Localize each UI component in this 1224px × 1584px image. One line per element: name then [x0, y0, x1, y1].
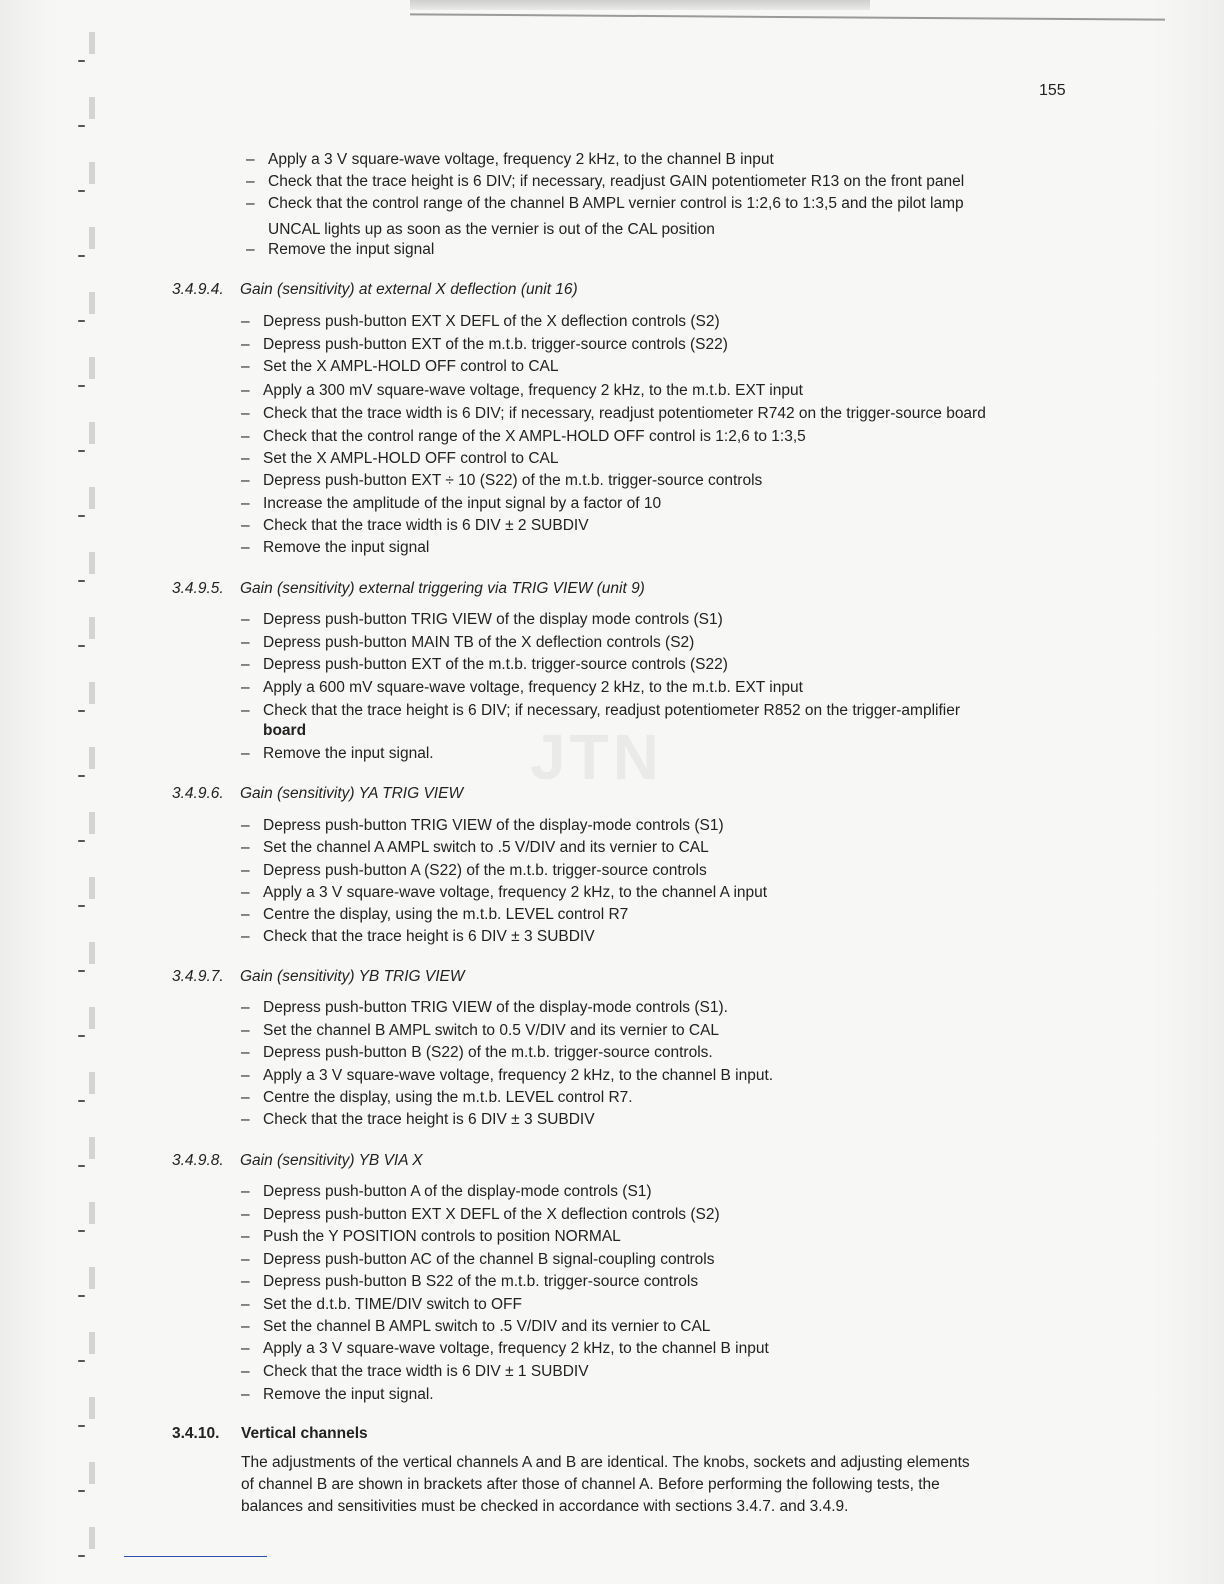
bullet-dash: –: [241, 1251, 250, 1268]
list-item-text: Apply a 3 V square-wave voltage, frequency 2 kHz, to the channel B input.: [263, 1067, 774, 1084]
list-item: [241, 1272, 698, 1292]
list-item-text: UNCAL lights up as soon as the vernier is out of the CAL position: [268, 221, 715, 238]
list-item-text: Centre the display, using the m.t.b. LEVEL control R7.: [263, 1089, 633, 1106]
list-item: [241, 610, 723, 630]
list-item-text: Depress push-button A (S22) of the m.t.b. trigger-source controls: [263, 862, 707, 879]
binding-shade: [89, 1267, 95, 1289]
list-item-text: Depress push-button EXT ÷ 10 (S22) of the m.t.b. trigger-source controls: [263, 472, 763, 489]
bullet-dash: –: [246, 195, 255, 212]
bullet-dash: –: [241, 382, 250, 399]
list-item: [241, 905, 628, 925]
list-item: [263, 721, 306, 741]
binding-hole: [78, 1100, 85, 1102]
bullet-dash: –: [246, 151, 255, 168]
list-item-text: Depress push-button TRIG VIEW of the display-mode controls (S1): [263, 817, 724, 834]
list-item: [241, 1295, 522, 1315]
section-title: Gain (sensitivity) YB VIA X: [240, 1152, 423, 1169]
section-heading: [172, 579, 645, 599]
list-item: [241, 404, 986, 424]
section-title: Gain (sensitivity) at external X deflection (unit 16): [240, 281, 578, 298]
list-item-text: Check that the control range of the X AMPL-HOLD OFF control is 1:2,6 to 1:3,5: [263, 428, 806, 445]
list-item-text: Depress push-button AC of the channel B signal-coupling controls: [263, 1251, 715, 1268]
list-item-text: Set the channel A AMPL switch to .5 V/DIV and its vernier to CAL: [263, 839, 709, 856]
bullet-dash: –: [241, 1386, 250, 1403]
list-item: [246, 240, 434, 260]
binding-hole: [78, 320, 85, 322]
binding-hole: [78, 255, 85, 257]
list-item: [241, 1088, 633, 1108]
list-item-text: Depress push-button TRIG VIEW of the display-mode controls (S1).: [263, 999, 728, 1016]
list-item: [241, 1250, 715, 1270]
bullet-dash: –: [241, 313, 250, 330]
bullet-dash: –: [241, 1022, 250, 1039]
list-item: [241, 357, 558, 377]
binding-hole: [78, 970, 85, 972]
binding-shade: [89, 292, 95, 314]
list-item: [241, 1339, 769, 1359]
list-item: [241, 633, 694, 653]
list-item-text: Increase the amplitude of the input signal by a factor of 10: [263, 495, 662, 512]
bullet-dash: –: [241, 1044, 250, 1061]
bullet-dash: –: [241, 745, 250, 762]
binding-shade: [89, 747, 95, 769]
list-item-text: Check that the trace height is 6 DIV; if necessary, readjust potentiometer R852 on the trigger-amplifier: [263, 702, 960, 719]
binding-hole: [78, 515, 85, 517]
binding-shade: [89, 357, 95, 379]
bullet-dash: –: [241, 472, 250, 489]
section-number: 3.4.9.7.: [172, 968, 224, 985]
list-item-text: Remove the input signal.: [263, 1386, 434, 1403]
paragraph-line: balances and sensitivities must be checked in accordance with sections 3.4.7. and 3.4.9.: [241, 1498, 849, 1515]
list-item-text: Check that the trace height is 6 DIV; if necessary, readjust GAIN potentiometer R13 on the front panel: [268, 173, 965, 190]
bullet-dash: –: [241, 817, 250, 834]
section-heading: [172, 280, 578, 300]
binding-shade: [89, 32, 95, 54]
bullet-dash: –: [241, 336, 250, 353]
list-item: [241, 678, 803, 698]
bullet-dash: –: [241, 906, 250, 923]
binding-hole: [78, 580, 85, 582]
bullet-dash: –: [246, 241, 255, 258]
list-item-text: Check that the trace width is 6 DIV ± 1 SUBDIV: [263, 1363, 589, 1380]
binding-shade: [89, 812, 95, 834]
list-item-text: Apply a 3 V square-wave voltage, frequency 2 kHz, to the channel B input: [263, 1340, 769, 1357]
list-item-text: Apply a 3 V square-wave voltage, frequency 2 kHz, to the channel B input: [268, 151, 774, 168]
binding-shade: [89, 617, 95, 639]
list-item: [241, 1182, 652, 1202]
list-item-text: Set the channel B AMPL switch to .5 V/DIV and its vernier to CAL: [263, 1318, 711, 1335]
bullet-dash: –: [241, 1089, 250, 1106]
bullet-dash: –: [241, 884, 250, 901]
list-item: [241, 335, 728, 355]
binding-hole: [78, 60, 85, 62]
binding-shade: [89, 487, 95, 509]
binding-hole: [78, 710, 85, 712]
list-item-text: Depress push-button EXT X DEFL of the X deflection controls (S2): [263, 313, 720, 330]
bullet-dash: –: [241, 1296, 250, 1313]
bullet-dash: –: [241, 450, 250, 467]
list-item: [241, 1362, 589, 1382]
binding-shade: [89, 1527, 95, 1549]
list-item-text: Apply a 300 mV square-wave voltage, frequency 2 kHz, to the m.t.b. EXT input: [263, 382, 803, 399]
list-item-text: Push the Y POSITION controls to position NORMAL: [263, 1228, 621, 1245]
list-item: [241, 516, 589, 536]
list-item: [241, 312, 720, 332]
bullet-dash: –: [241, 517, 250, 534]
bullet-dash: –: [241, 1363, 250, 1380]
binding-shade: [89, 97, 95, 119]
list-item-text: Depress push-button B S22 of the m.t.b. trigger-source controls: [263, 1273, 699, 1290]
section-heading: [172, 1151, 423, 1171]
list-item-text: Depress push-button MAIN TB of the X deflection controls (S2): [263, 634, 695, 651]
bullet-dash: –: [241, 999, 250, 1016]
binding-hole: [78, 1555, 85, 1557]
binding-shade: [89, 1072, 95, 1094]
list-item: [241, 449, 558, 469]
bullet-dash: –: [241, 656, 250, 673]
list-item-text: Remove the input signal: [268, 241, 435, 258]
section-title: Vertical channels: [241, 1425, 368, 1442]
binding-hole: [78, 1035, 85, 1037]
bullet-dash: –: [241, 1111, 250, 1128]
bullet-dash: –: [241, 839, 250, 856]
list-item-text: Depress push-button EXT of the m.t.b. trigger-source controls (S22): [263, 336, 728, 353]
list-item-text: Depress push-button EXT X DEFL of the X deflection controls (S2): [263, 1206, 720, 1223]
list-item-text: Check that the trace width is 6 DIV ± 2 SUBDIV: [263, 517, 589, 534]
list-item-text: Set the X AMPL-HOLD OFF control to CAL: [263, 450, 559, 467]
binding-hole: [78, 385, 85, 387]
list-item: [241, 838, 709, 858]
bullet-dash: –: [241, 539, 250, 556]
binding-hole: [78, 775, 85, 777]
list-item: [246, 194, 964, 214]
binding-shade: [89, 552, 95, 574]
list-item-text: Depress push-button EXT of the m.t.b. trigger-source controls (S22): [263, 656, 728, 673]
bullet-dash: –: [241, 702, 250, 719]
list-item-text: Remove the input signal.: [263, 745, 434, 762]
binding-shade: [89, 942, 95, 964]
watermark: JTN: [530, 721, 663, 793]
page-number: 155: [1039, 82, 1066, 99]
binding-hole: [78, 1165, 85, 1167]
list-item-text: Check that the trace width is 6 DIV; if necessary, readjust potentiometer R742 on the trigger-source board: [263, 405, 986, 422]
section-title: Gain (sensitivity) YA TRIG VIEW: [240, 785, 464, 802]
bullet-dash: –: [241, 495, 250, 512]
page-edge-shadow: [1154, 0, 1224, 1584]
list-item: [241, 927, 595, 947]
list-item: [241, 538, 429, 558]
bullet-dash: –: [241, 862, 250, 879]
bullet-dash: –: [241, 428, 250, 445]
list-item: [241, 1317, 710, 1337]
bullet-dash: –: [241, 1228, 250, 1245]
list-item-text: Check that the trace height is 6 DIV ± 3 SUBDIV: [263, 1111, 595, 1128]
list-item: [241, 655, 728, 675]
list-item: [241, 1021, 719, 1041]
bullet-dash: –: [241, 1183, 250, 1200]
binding-hole: [78, 1490, 85, 1492]
binding-shadow: [0, 0, 60, 1584]
paragraph-line: The adjustments of the vertical channels A and B are identical. The knobs, sockets and adjusting elements: [241, 1454, 970, 1471]
section-heading: [172, 967, 465, 987]
binding-shade: [89, 1397, 95, 1419]
section-heading: [172, 1424, 368, 1444]
list-item-text: Set the channel B AMPL switch to 0.5 V/DIV and its vernier to CAL: [263, 1022, 720, 1039]
list-item: [268, 220, 715, 240]
list-item: [241, 998, 728, 1018]
list-item: [241, 471, 762, 491]
list-item-text: Centre the display, using the m.t.b. LEVEL control R7: [263, 906, 629, 923]
section-number: 3.4.9.8.: [172, 1152, 224, 1169]
list-item: [246, 150, 774, 170]
list-item: [246, 172, 964, 192]
list-item-text: Apply a 3 V square-wave voltage, frequency 2 kHz, to the channel A input: [263, 884, 768, 901]
list-item: [241, 701, 960, 721]
list-item: [241, 494, 661, 514]
list-item: [241, 861, 707, 881]
list-item-text: Depress push-button TRIG VIEW of the display mode controls (S1): [263, 611, 723, 628]
list-item-text: Depress push-button B (S22) of the m.t.b. trigger-source controls.: [263, 1044, 713, 1061]
section-title: Gain (sensitivity) external triggering via TRIG VIEW (unit 9): [240, 580, 645, 597]
section-number: 3.4.10.: [172, 1425, 220, 1442]
section-number: 3.4.9.5.: [172, 580, 224, 597]
list-item-text: Check that the control range of the channel B AMPL vernier control is 1:2,6 to 1:3,5 and the pilot lamp: [268, 195, 964, 212]
section-title: Gain (sensitivity) YB TRIG VIEW: [240, 968, 465, 985]
list-item-text: Apply a 600 mV square-wave voltage, frequency 2 kHz, to the m.t.b. EXT input: [263, 679, 803, 696]
binding-shade: [89, 1332, 95, 1354]
scan-edge-line: [410, 0, 1165, 21]
binding-hole: [78, 1425, 85, 1427]
bullet-dash: –: [241, 634, 250, 651]
list-item-text: Depress push-button A of the display-mode controls (S1): [263, 1183, 652, 1200]
bullet-dash: –: [241, 1273, 250, 1290]
binding-hole: [78, 1230, 85, 1232]
binding-shade: [89, 682, 95, 704]
binding-shade: [89, 1462, 95, 1484]
list-item: [241, 1227, 621, 1247]
bullet-dash: –: [241, 1206, 250, 1223]
paragraph-line: of channel B are shown in brackets after those of channel A. Before performing the following tests, the: [241, 1476, 940, 1493]
list-item: [241, 816, 724, 836]
list-item: [241, 883, 767, 903]
binding-hole: [78, 1295, 85, 1297]
list-item: [241, 1066, 773, 1086]
binding-hole: [78, 450, 85, 452]
list-item: [241, 1385, 434, 1405]
binding-hole: [78, 840, 85, 842]
bullet-dash: –: [241, 1318, 250, 1335]
list-item: [241, 744, 434, 764]
section-number: 3.4.9.4.: [172, 281, 224, 298]
footnote-rule: [124, 1556, 267, 1557]
bullet-dash: –: [241, 358, 250, 375]
binding-shade: [89, 1007, 95, 1029]
section-number: 3.4.9.6.: [172, 785, 224, 802]
bullet-dash: –: [241, 1340, 250, 1357]
binding-hole: [78, 125, 85, 127]
bullet-dash: –: [241, 405, 250, 422]
binding-hole: [78, 645, 85, 647]
binding-shade: [89, 1202, 95, 1224]
list-item: [241, 427, 806, 447]
bullet-dash: –: [241, 611, 250, 628]
list-item-text: Set the X AMPL-HOLD OFF control to CAL: [263, 358, 559, 375]
bullet-dash: –: [241, 679, 250, 696]
list-item: [241, 1205, 720, 1225]
binding-hole: [78, 1360, 85, 1362]
list-item-text: Set the d.t.b. TIME/DIV switch to OFF: [263, 1296, 522, 1313]
bullet-dash: –: [246, 173, 255, 190]
list-item: [241, 381, 803, 401]
binding-hole: [78, 905, 85, 907]
binding-shade: [89, 162, 95, 184]
list-item: [241, 1043, 713, 1063]
bullet-dash: –: [241, 928, 250, 945]
binding-shade: [89, 877, 95, 899]
section-heading: [172, 784, 463, 804]
list-item-text: Remove the input signal: [263, 539, 430, 556]
list-item-text: Check that the trace height is 6 DIV ± 3 SUBDIV: [263, 928, 595, 945]
list-item: [241, 1110, 595, 1130]
binding-shade: [89, 227, 95, 249]
bullet-dash: –: [241, 1067, 250, 1084]
list-item-text: board: [263, 722, 307, 739]
binding-shade: [89, 422, 95, 444]
binding-shade: [89, 1137, 95, 1159]
binding-hole: [78, 190, 85, 192]
section-paragraph: [241, 1452, 1041, 1518]
